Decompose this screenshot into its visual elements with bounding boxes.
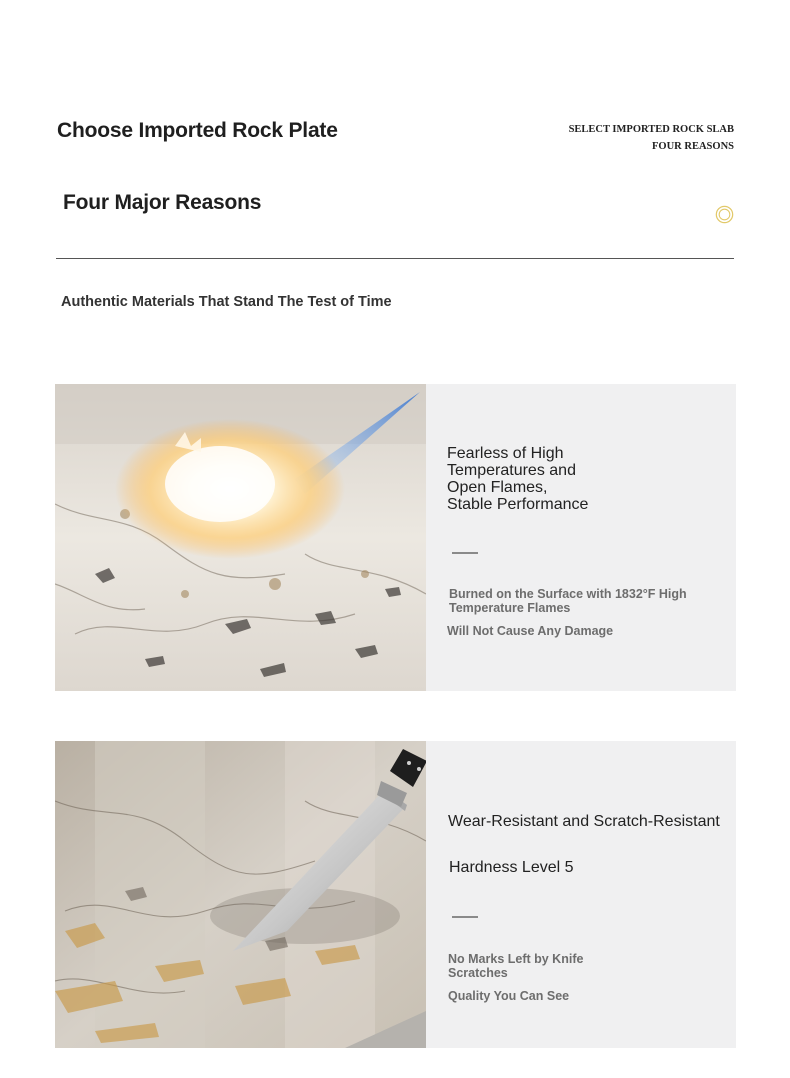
page-title: Choose Imported Rock Plate bbox=[57, 119, 338, 142]
feature-card-scratch bbox=[55, 741, 736, 1048]
english-caption bbox=[514, 121, 734, 155]
accent-line bbox=[452, 916, 478, 918]
page-subtitle: Four Major Reasons bbox=[63, 191, 262, 214]
english-caption-line: SELECT IMPORTED ROCK SLAB bbox=[568, 124, 734, 135]
feature-description: Burned on the Surface with 1832°F High Temperature Flames bbox=[449, 587, 687, 615]
feature-title-line: Stable Performance bbox=[447, 496, 589, 513]
tagline: Authentic Materials That Stand The Test of Time bbox=[61, 294, 392, 310]
feature-title-line: Temperatures and bbox=[447, 462, 576, 479]
english-caption-line: FOUR REASONS bbox=[652, 141, 734, 152]
knife-on-marble-image bbox=[55, 741, 426, 1048]
feature-description: Quality You Can See bbox=[448, 989, 570, 1003]
torch-flame-on-marble-image bbox=[55, 384, 426, 691]
feature-description: No Marks Left by Knife Scratches bbox=[448, 952, 584, 980]
feature-title-line: Fearless of High bbox=[447, 445, 564, 462]
ring-icon bbox=[715, 205, 734, 224]
feature-description: Will Not Cause Any Damage bbox=[447, 624, 614, 638]
feature-card-heat bbox=[55, 384, 736, 691]
feature-title: Hardness Level 5 bbox=[449, 859, 574, 876]
feature-title: Wear-Resistant and Scratch-Resistant bbox=[448, 813, 720, 830]
section-divider bbox=[56, 258, 734, 259]
feature-title bbox=[447, 445, 707, 513]
feature-title-line: Open Flames, bbox=[447, 479, 548, 496]
accent-line bbox=[452, 552, 478, 554]
